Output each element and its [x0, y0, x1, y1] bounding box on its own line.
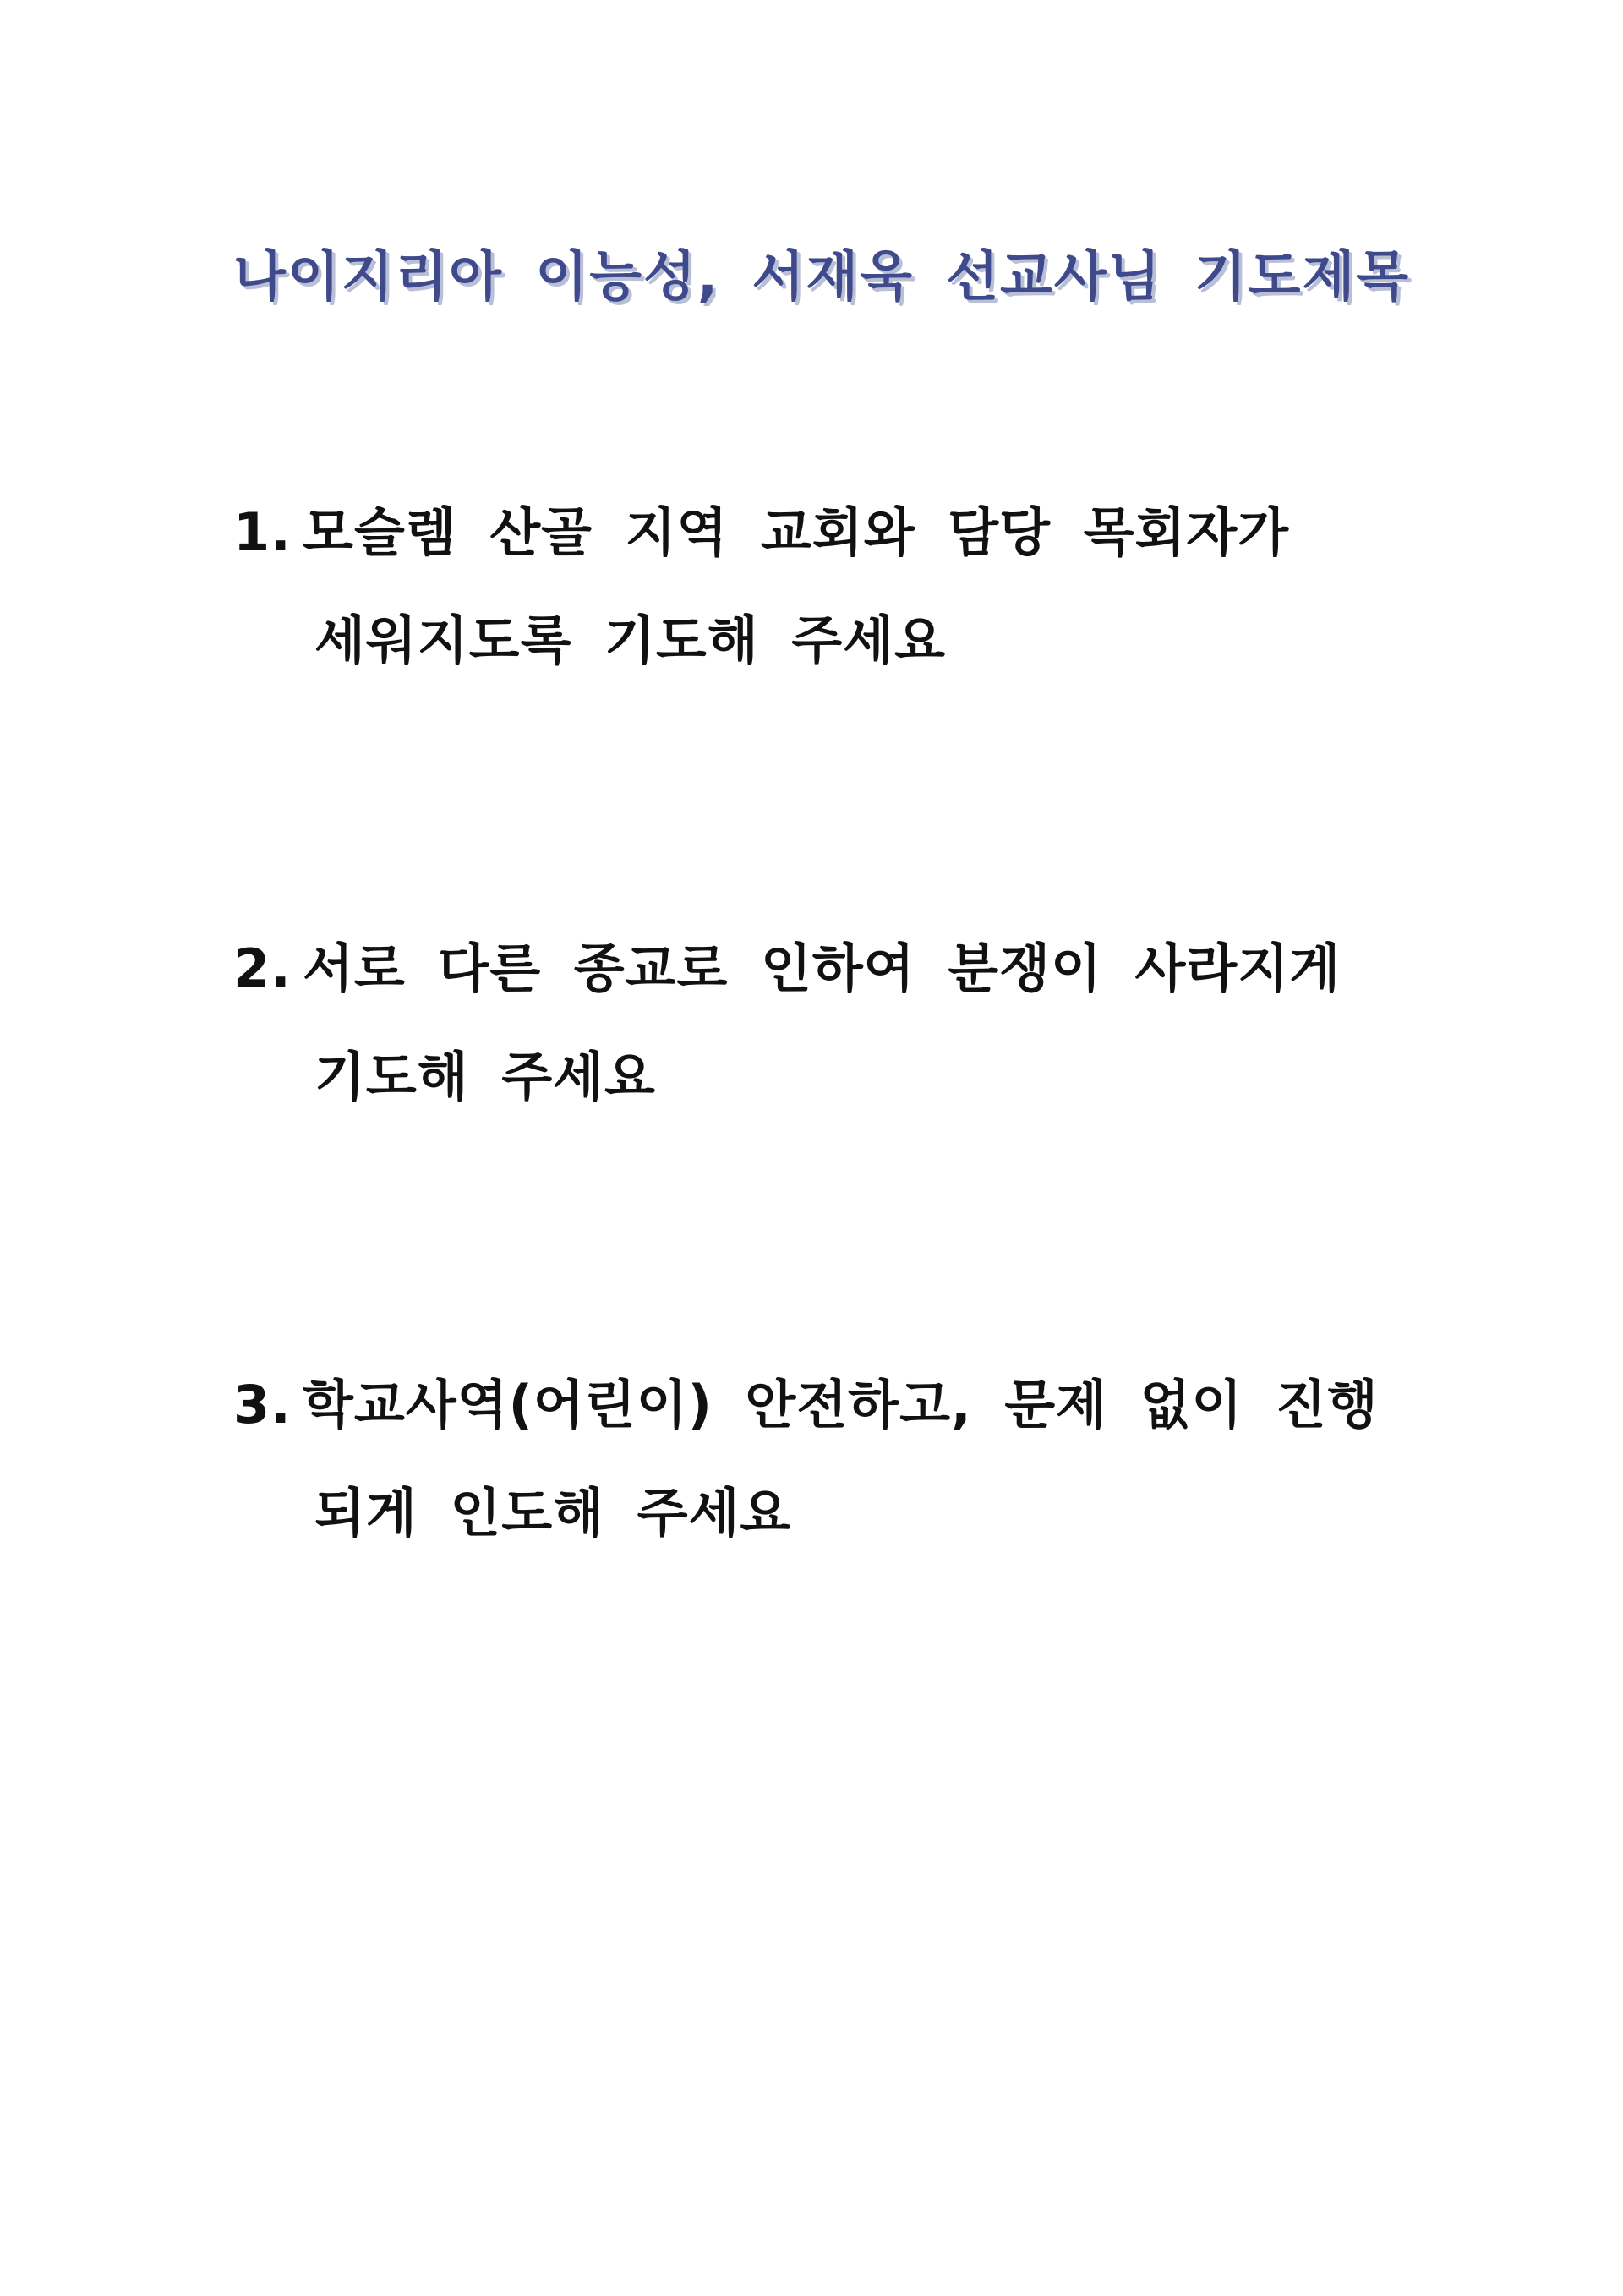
prayer-item-1-text-1: 모슬렘 산골 지역 교회와 담당 목회자가 — [303, 501, 1290, 563]
prayer-item-2 — [233, 915, 1459, 1131]
prayer-item-3-number: 3. — [233, 1374, 292, 1435]
prayer-item-1-line-1 — [233, 478, 1459, 587]
prayer-item-2-line-2: 기도해 주세요 — [314, 1046, 656, 1107]
prayer-item-2-line-1 — [233, 915, 1459, 1023]
prayer-item-1 — [233, 478, 1459, 695]
prayer-item-1-number: 1. — [233, 501, 292, 563]
prayer-item-2-number: 2. — [233, 938, 292, 999]
prayer-item-3-line-2: 되게 인도해 주세요 — [314, 1482, 792, 1544]
document-title: 나이지리아 이능성, 서재욱 선교사님 기도제목 — [233, 246, 1411, 309]
prayer-item-1-line-2: 세워지도록 기도해 주세요 — [314, 610, 946, 671]
prayer-item-3-line-1 — [233, 1351, 1459, 1459]
prayer-item-2-text-1: 서로 다른 종교로 인하여 분쟁이 사라지게 — [303, 938, 1342, 999]
prayer-item-3-text-1: 학교사역(어린이) 안전하고, 문제 없이 진행 — [303, 1374, 1379, 1435]
prayer-item-3 — [233, 1351, 1459, 1567]
